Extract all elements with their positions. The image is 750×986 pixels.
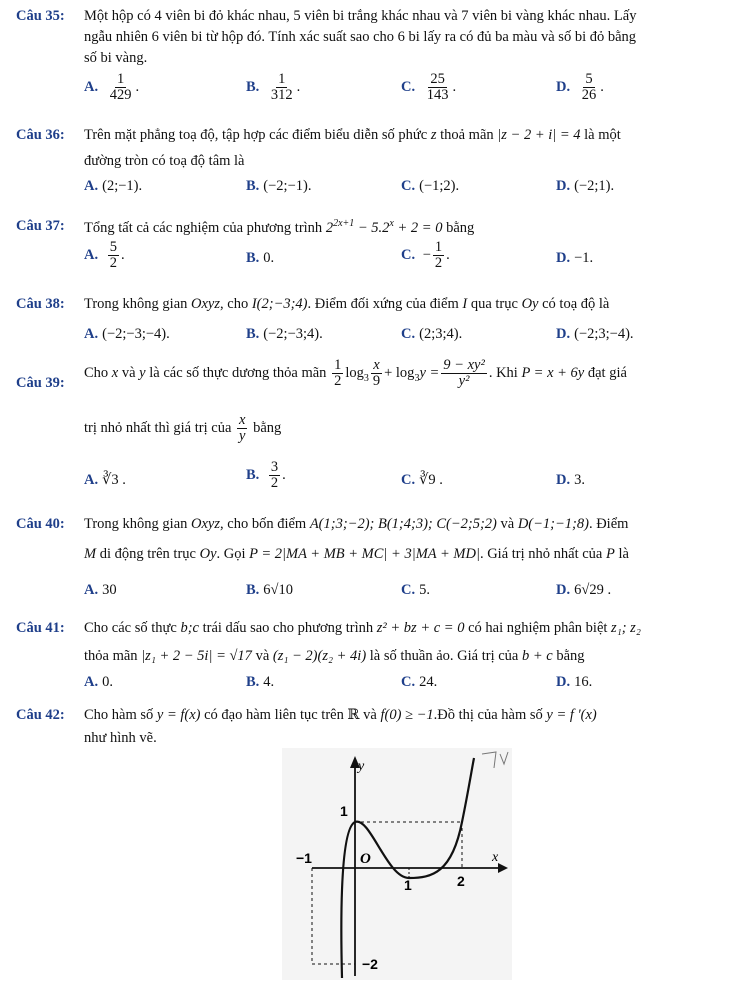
q42-line-2: như hình vẽ. [84, 730, 157, 746]
q40-option-b[interactable]: B. 6√10 [246, 582, 294, 598]
q39-option-b[interactable]: B. $\frac{3}{2}$ . [246, 459, 286, 492]
q36-line-2: đường tròn có toạ độ tâm là [84, 153, 245, 169]
q39-option-c[interactable]: C. ∛9 . [401, 472, 443, 488]
label-origin: O [360, 851, 371, 867]
q35-line-1: Một hộp có 4 viên bi đỏ khác nhau, 5 viên bi trắng khác nhau và 7 viên bi vàng khác nhau. Lấy [84, 8, 637, 24]
q37-option-d[interactable]: D. −1. [556, 250, 594, 266]
q36-option-b[interactable]: B. (−2;−1). [246, 178, 312, 194]
q41-option-a[interactable]: A. 0. [84, 674, 113, 690]
q41-option-d[interactable]: D. 16. [556, 674, 593, 690]
q37-option-b[interactable]: B. 0. [246, 250, 275, 266]
graph-svg [282, 748, 512, 980]
q36-option-a[interactable]: A. (2;−1). [84, 178, 143, 194]
q39-line-1: Cho x và y là các số thực dương thỏa mãn $\frac{1}{2}$ $\log_3$ $\frac{x}{9}$ + $\log_3y$ = $\frac{\text{9 − xy²}}{\text{y²}}$ . Khi P = x + 6y đạt giá [84, 357, 627, 390]
q38-option-d[interactable]: D. (−2;3;−4). [556, 326, 634, 342]
q36-line-1: Trên mặt phẳng toạ độ, tập hợp các điểm biểu diễn số phức z thoả mãn |z − 2 + i| = 4 là một [84, 127, 621, 143]
q41-line-1: Cho các số thực b;c trái dấu sao cho phương trình z² + bz + c = 0 có hai nghiệm phân biệt z₁; z₂ [84, 620, 641, 636]
q36-option-d[interactable]: D. (−2;1). [556, 178, 615, 194]
label-1-y: 1 [340, 803, 348, 819]
question-41: Câu 41: [16, 620, 65, 636]
derivative-graph [282, 748, 512, 980]
q40-option-c[interactable]: C. 5. [401, 582, 430, 598]
question-label: Câu 35: [16, 8, 65, 24]
q41-option-b[interactable]: B. 4. [246, 674, 275, 690]
q38-option-c[interactable]: C. (2;3;4). [401, 326, 463, 342]
question-36: Câu 36: [16, 127, 65, 143]
q35-option-b[interactable]: B. $\frac{1}{312}$ . [246, 71, 301, 104]
question-38: Câu 38: [16, 296, 65, 312]
graph-background [282, 748, 512, 980]
label-1-x: 1 [404, 877, 412, 893]
q35-option-a[interactable]: A. $\frac{1}{429}$ . [84, 71, 140, 104]
question-39: Câu 39: [16, 375, 65, 391]
q37-line-1: Tổng tất cả các nghiệm của phương trình $2^{2x+1} - 5.2^x + 2 = 0$ bằng [84, 218, 475, 236]
label-y: y [358, 759, 365, 774]
q39-line-2: trị nhỏ nhất thì giá trị của $\frac{x}{y}$ bằng [84, 412, 282, 445]
q38-option-a[interactable]: A. (−2;−3;−4). [84, 326, 170, 342]
q35-line-3: số bi vàng. [84, 50, 148, 66]
label-neg1-x: −1 [296, 850, 312, 866]
question-42: Câu 42: [16, 707, 65, 723]
q40-line-2: M di động trên trục Oy. Gọi P = 2|MA + MB + MC| + 3|MA + MD|. Giá trị nhỏ nhất của P là [84, 546, 629, 562]
q37-option-c[interactable]: C. − $\frac{1}{2}$ . [401, 239, 450, 272]
label-2-x: 2 [457, 873, 465, 889]
q39-option-d[interactable]: D. 3. [556, 472, 585, 488]
q40-option-a[interactable]: A. 30 [84, 582, 117, 598]
q38-option-b[interactable]: B. (−2;−3;4). [246, 326, 323, 342]
question-35 [16, 8, 65, 25]
q35-option-c[interactable]: C. $\frac{25}{143}$ . [401, 71, 457, 104]
q35-line-2: ngẫu nhiên 6 viên bi từ hộp đó. Tính xác suất sao cho 6 bi lấy ra có đủ ba màu và số bi đỏ bằng [84, 29, 637, 45]
q38-line-1: Trong không gian Oxyz, cho I(2;−3;4). Điểm đối xứng của điểm I qua trục Oy có toạ độ là [84, 296, 610, 312]
q41-line-2: thỏa mãn |z₁ + 2 − 5i| = √17 và (z₁ − 2)(z₂ + 4i) là số thuần ảo. Giá trị của b + c bằng [84, 648, 585, 664]
q37-option-a[interactable]: A. $\frac{5}{2}$ . [84, 239, 125, 272]
label-neg2-y: −2 [362, 956, 378, 972]
q42-line-1: Cho hàm số y = f(x) có đạo hàm liên tục trên ℝ và f(0) ≥ −1.Đồ thị của hàm số y = f '(x) [84, 707, 597, 723]
q36-option-c[interactable]: C. (−1;2). [401, 178, 460, 194]
q40-line-1: Trong không gian Oxyz, cho bốn điểm A(1;3;−2); B(1;4;3); C(−2;5;2) và D(−1;−1;8). Điểm [84, 516, 629, 532]
q41-option-c[interactable]: C. 24. [401, 674, 438, 690]
label-x: x [492, 850, 499, 865]
q39-option-a[interactable]: A. ∛3 . [84, 472, 126, 488]
question-40: Câu 40: [16, 516, 65, 532]
q40-option-d[interactable]: D. 6√29 . [556, 582, 612, 598]
question-37: Câu 37: [16, 218, 65, 234]
q35-option-d[interactable]: D. $\frac{5}{26}$ . [556, 71, 604, 104]
